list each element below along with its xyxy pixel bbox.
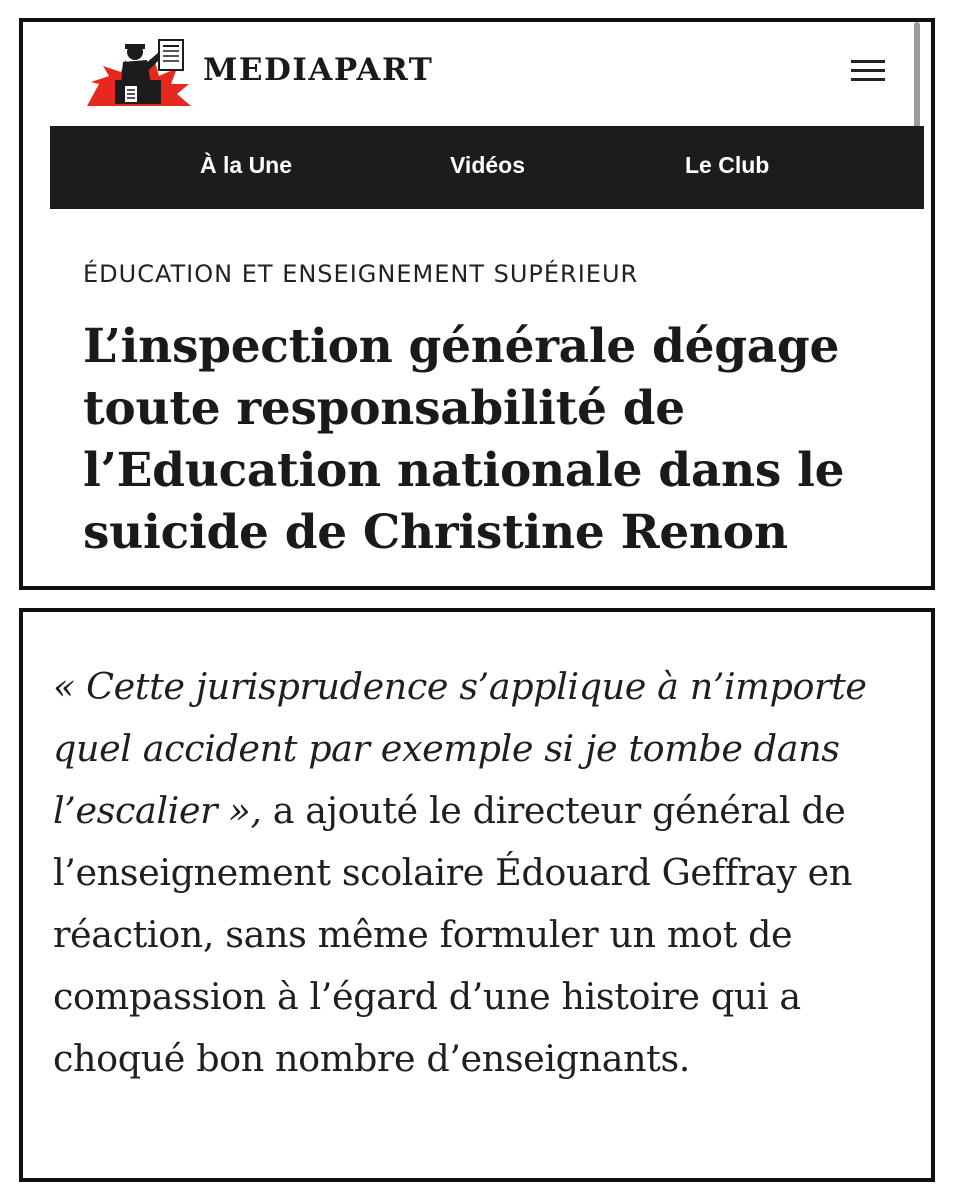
article-excerpt [53,656,933,1090]
mediapart-logo[interactable] [85,38,193,108]
hamburger-menu-icon[interactable] [847,60,887,84]
section-label[interactable]: ÉDUCATION ET ENSEIGNEMENT SUPÉRIEUR [83,260,639,288]
excerpt-body: a ajouté le directeur général de l’enseignement scolaire Édouard Geffray en réaction, sans même formuler un mot de compassion à l’égard d’une histoire qui a choqué bon nombre d’enseignants. [53,789,852,1080]
nav-item-le-club[interactable]: Le Club [685,152,770,178]
quote-text: « Cette jurisprudence s’applique à n’importe quel accident par exemple si je tombe dans l’escalier », [53,665,867,832]
brand-name[interactable]: MEDIAPART [203,52,434,88]
article-headline[interactable]: L’inspection générale dégage toute responsabilité de l’Education nationale dans le suicide de Christine Renon [83,319,845,560]
nav-item-videos[interactable]: Vidéos [450,152,525,178]
nav-item-a-la-une[interactable]: À la Une [200,152,293,178]
article-header-panel [19,18,935,590]
article-excerpt-panel [19,608,935,1182]
main-nav [50,126,924,209]
